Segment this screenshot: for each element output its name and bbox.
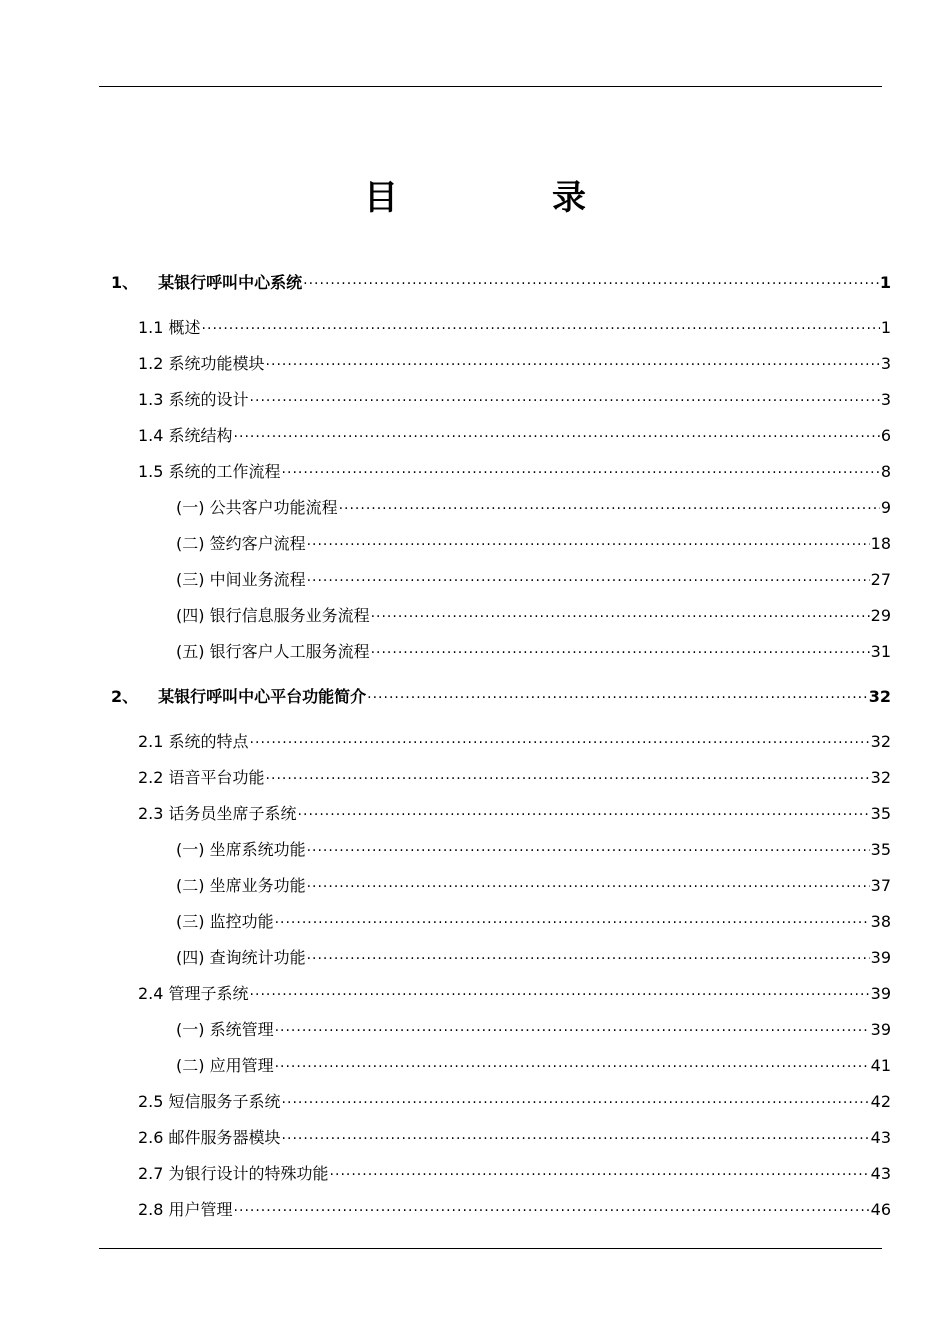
toc-dot-leader [275, 1013, 870, 1035]
toc-dot-leader [250, 977, 870, 999]
toc-dot-leader [250, 383, 880, 405]
toc-dot-leader [234, 419, 880, 441]
toc-entry-label: 2.8 用户管理 [138, 1200, 233, 1219]
toc-entry-page-number: 46 [870, 1200, 891, 1219]
toc-entry-page-number: 39 [870, 1020, 891, 1039]
toc-entry[interactable] [138, 977, 891, 1005]
toc-entry-page-number: 39 [870, 984, 891, 1003]
toc-entry-label: 2.6 邮件服务器模块 [138, 1128, 281, 1147]
toc-entry-label: (四) 查询统计功能 [176, 948, 306, 967]
toc-entry[interactable] [138, 797, 891, 825]
toc-dot-leader [371, 635, 870, 657]
toc-dot-leader [307, 527, 870, 549]
toc-entry[interactable] [138, 347, 891, 375]
toc-entry-page-number: 32 [868, 687, 891, 706]
toc-dot-leader [339, 491, 880, 513]
toc-entry-label: 某银行呼叫中心平台功能简介 [158, 687, 367, 706]
toc-entry-label: (二) 坐席业务功能 [176, 876, 306, 895]
toc-dot-leader [307, 869, 870, 891]
toc-dot-leader [275, 905, 870, 927]
toc-entry[interactable] [176, 563, 891, 591]
toc-dot-leader [307, 941, 870, 963]
toc-entry[interactable] [176, 1013, 891, 1041]
toc-dot-leader [250, 725, 870, 747]
toc-entry-page-number: 32 [870, 732, 891, 751]
toc-dot-leader [303, 266, 879, 288]
toc-dot-leader [371, 599, 870, 621]
toc-entry-label: 1.5 系统的工作流程 [138, 462, 281, 481]
toc-entry-page-number: 3 [880, 354, 891, 373]
toc-entry-page-number: 31 [870, 642, 891, 661]
toc-entry-label: 2.4 管理子系统 [138, 984, 249, 1003]
toc-entry-page-number: 18 [870, 534, 891, 553]
toc-entry-label: (三) 中间业务流程 [176, 570, 306, 589]
toc-dot-leader [307, 563, 870, 585]
toc-entry-label: 1.1 概述 [138, 318, 201, 337]
toc-entry-label: 某银行呼叫中心系统 [158, 273, 303, 292]
toc-entry-page-number: 29 [870, 606, 891, 625]
toc-entry-page-number: 35 [870, 840, 891, 859]
toc-entry[interactable] [176, 491, 891, 519]
toc-entry[interactable] [176, 905, 891, 933]
toc-dot-leader [202, 311, 880, 333]
toc-entry[interactable] [138, 761, 891, 789]
toc-entry-label: 2.2 语音平台功能 [138, 768, 265, 787]
toc-entry[interactable] [138, 725, 891, 753]
toc-dot-leader [367, 680, 868, 702]
toc-entry[interactable] [176, 941, 891, 969]
toc-entry[interactable] [176, 1049, 891, 1077]
toc-entry-label: (一) 坐席系统功能 [176, 840, 306, 859]
toc-entry-label: (一) 公共客户功能流程 [176, 498, 338, 517]
toc-dot-leader [307, 833, 870, 855]
toc-entry-number: 1、 [111, 273, 139, 292]
toc-entry-label: (五) 银行客户人工服务流程 [176, 642, 370, 661]
toc-entry[interactable] [138, 455, 891, 483]
toc-entry-label: 1.2 系统功能模块 [138, 354, 265, 373]
toc-entry-page-number: 42 [870, 1092, 891, 1111]
toc-entry-page-number: 32 [870, 768, 891, 787]
toc-entry-page-number: 35 [870, 804, 891, 823]
toc-entry[interactable] [138, 1121, 891, 1149]
toc-entry-page-number: 37 [870, 876, 891, 895]
toc-entry-label: 2.5 短信服务子系统 [138, 1092, 281, 1111]
toc-entry[interactable] [176, 833, 891, 861]
toc-entry[interactable] [138, 1157, 891, 1185]
toc-entry-page-number: 8 [880, 462, 891, 481]
toc-entry-label: 2.1 系统的特点 [138, 732, 249, 751]
footer-rule [99, 1248, 882, 1249]
toc-entry-page-number: 38 [870, 912, 891, 931]
toc-dot-leader [266, 761, 870, 783]
toc-entry[interactable] [176, 527, 891, 555]
toc-dot-leader [282, 455, 880, 477]
toc-dot-leader [282, 1085, 870, 1107]
toc-entry-page-number: 1 [880, 318, 891, 337]
toc-dot-leader [282, 1121, 870, 1143]
toc-dot-leader [234, 1193, 870, 1215]
header-rule [99, 86, 882, 87]
toc-entry-number: 2、 [111, 687, 139, 706]
toc-entry[interactable] [111, 266, 891, 294]
page-title: 目 录 [364, 178, 646, 218]
toc-entry-label: 1.3 系统的设计 [138, 390, 249, 409]
toc-entry[interactable] [138, 419, 891, 447]
toc-entry-page-number: 3 [880, 390, 891, 409]
toc-entry-label: (四) 银行信息服务业务流程 [176, 606, 370, 625]
toc-entry-page-number: 27 [870, 570, 891, 589]
toc-entry-label: 2.3 话务员坐席子系统 [138, 804, 297, 823]
toc-entry-page-number: 1 [879, 273, 891, 292]
toc-dot-leader [298, 797, 870, 819]
toc-entry[interactable] [138, 1193, 891, 1221]
toc-entry-label: 1.4 系统结构 [138, 426, 233, 445]
toc-entry-label: (二) 签约客户流程 [176, 534, 306, 553]
toc-dot-leader [330, 1157, 870, 1179]
toc-entry-label: (二) 应用管理 [176, 1056, 274, 1075]
toc-dot-leader [275, 1049, 870, 1071]
toc-entry[interactable] [176, 635, 891, 663]
toc-entry-label: (一) 系统管理 [176, 1020, 274, 1039]
toc-entry-page-number: 43 [870, 1128, 891, 1147]
toc-entry-label: (三) 监控功能 [176, 912, 274, 931]
toc-entry-page-number: 43 [870, 1164, 891, 1183]
toc-entry[interactable] [138, 311, 891, 339]
toc-dot-leader [266, 347, 880, 369]
toc-entry[interactable] [176, 599, 891, 627]
toc-entry-page-number: 41 [870, 1056, 891, 1075]
toc-entry[interactable] [176, 869, 891, 897]
toc-entry-page-number: 6 [880, 426, 891, 445]
toc-entry-page-number: 9 [880, 498, 891, 517]
toc-entry[interactable] [138, 383, 891, 411]
toc-entry[interactable] [138, 1085, 891, 1113]
toc-entry[interactable] [111, 680, 891, 708]
toc-entry-label: 2.7 为银行设计的特殊功能 [138, 1164, 329, 1183]
toc-entry-page-number: 39 [870, 948, 891, 967]
